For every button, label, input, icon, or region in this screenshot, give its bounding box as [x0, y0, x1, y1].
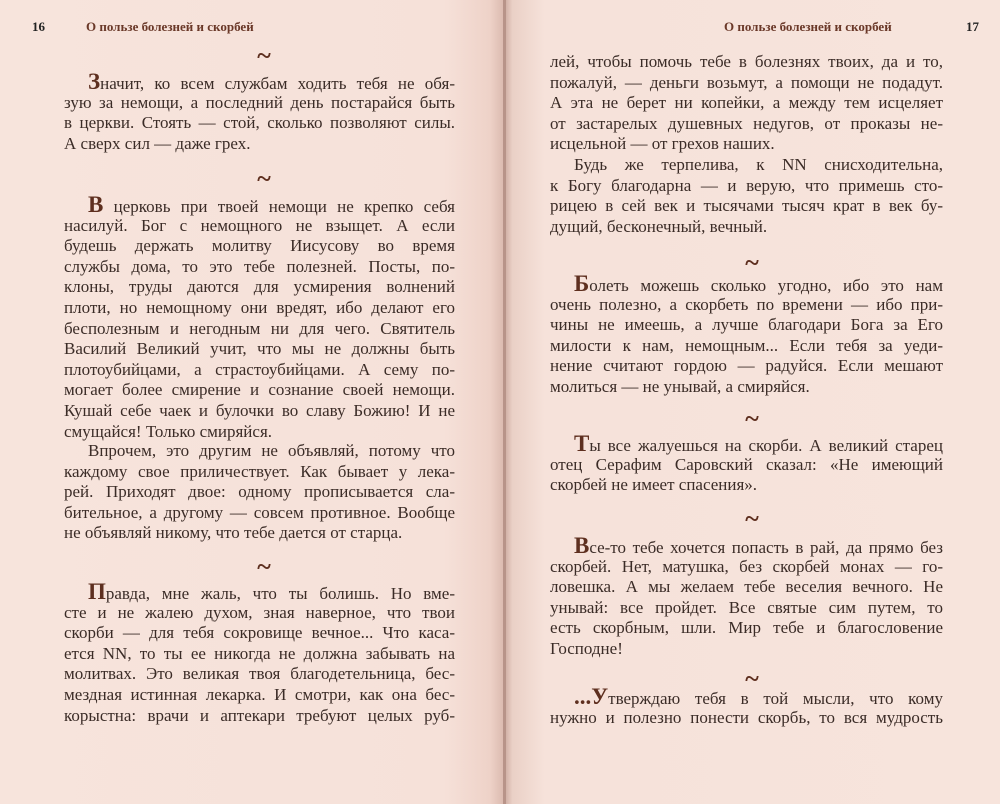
text-line [64, 298, 455, 319]
line-text: А сверх сил — даже грех. [64, 133, 251, 153]
line-text: ловешка. А мы желаем тебе веселия вечного. Не [550, 577, 943, 597]
line-text: Господне! [550, 638, 623, 658]
text-line [550, 155, 943, 176]
line-text: корыстна: врачи и аптекари требуют целых руб- [64, 705, 455, 725]
text-line [550, 315, 943, 336]
paragraph [64, 441, 455, 544]
line-text: Кушай себе чаек и булочки во славу Божию! И не [64, 400, 455, 420]
text-line [550, 598, 943, 619]
text-line [64, 706, 455, 727]
text-line [550, 639, 943, 660]
text-line [64, 113, 455, 134]
line-text: нение считают гордою — радуйся. Если мешают [550, 356, 943, 376]
line-text: мездная истинная лекарка. И смотри, как она бес- [64, 684, 455, 704]
drop-cap: З [88, 69, 101, 94]
line-text: равда, мне жаль, что ты болишь. Но вме- [105, 584, 455, 603]
text-line [64, 93, 455, 114]
text-line [64, 441, 455, 462]
line-text: плотоубийцами, а страстоубийцами. А сему по- [64, 359, 455, 379]
line-text: се-то тебе хочется попасть в рай, да прямо без [589, 538, 943, 557]
line-text: насилуй. Бог с немощного не взыщет. А если [64, 215, 455, 235]
line-text: от застарелых душевных недугов, от проказы не- [550, 113, 943, 133]
text-line [550, 533, 943, 558]
line-text: рицею в сей век и тысячами тысяч крат в век бу- [550, 196, 943, 216]
line-text: тверждаю тебя в той мысли, что кому [608, 689, 943, 708]
line-text: Впрочем, это другим не объявляй, потому что [88, 441, 455, 460]
text-line [64, 134, 455, 155]
line-text: Василий Великий учит, что мы не должны быть [64, 339, 455, 359]
text-line [550, 377, 943, 398]
text-line [550, 295, 943, 316]
text-line [550, 176, 943, 197]
line-text: будешь держать молитву Иисусову во время [64, 236, 455, 256]
section-separator: ~ [745, 664, 759, 693]
text-line [550, 52, 943, 73]
paragraph [550, 684, 943, 728]
text-line [550, 577, 943, 598]
page-number: 17 [966, 19, 979, 34]
paragraph [550, 533, 943, 660]
text-line [64, 360, 455, 381]
section-separator: ~ [745, 248, 759, 277]
line-text: плоти, но немощному они вредят, ибо делают его [64, 297, 455, 317]
text-line [64, 462, 455, 483]
line-text: в церкви. Стоять — стой, сколько позволяют силы. [64, 113, 455, 133]
text-line [64, 623, 455, 644]
line-text: милости к нам, немощным... Если тебя за уеди- [550, 335, 943, 355]
line-text: зую за немощи, а последний день постарайся быть [64, 92, 455, 112]
line-text: не объявляй никому, что тебе дается от старца. [64, 523, 403, 543]
line-text: чины не имеешь, а лучше благодари Бога за Его [550, 315, 943, 335]
right-page [505, 0, 1000, 804]
line-text: скорбей. Нет, матушка, без скорбей монах — го- [550, 556, 943, 576]
text-line [550, 114, 943, 135]
text-line [64, 664, 455, 685]
line-text: молитвах. Это великая твоя благодетельница, бес- [64, 664, 455, 684]
text-line [550, 455, 943, 476]
paragraph [64, 192, 455, 442]
text-line [64, 685, 455, 706]
text-line [550, 475, 943, 496]
line-text: к Богу благодарна — и верую, что примешь сто- [550, 175, 943, 195]
text-line [64, 192, 455, 217]
section-separator: ~ [257, 552, 271, 581]
line-text: отец Серафим Саровский сказал: «Не имеющий [550, 454, 943, 474]
drop-cap: В [88, 192, 104, 217]
line-text: молиться — не унывай, а смиряйся. [550, 376, 810, 396]
text-line [550, 73, 943, 94]
text-line [64, 69, 455, 94]
text-line [550, 134, 943, 155]
line-text: клоны, труды даются для усмирения волнений [64, 277, 455, 297]
running-header: О пользе болезней и скорбей [86, 19, 254, 34]
text-line [64, 482, 455, 503]
line-text: пожалуй, — деньги возьмут, а помощи не подадут. [550, 72, 943, 92]
paragraph [64, 579, 455, 726]
text-line [64, 319, 455, 340]
drop-cap: Б [574, 271, 590, 296]
line-text: скорби — для тебя сокровище вечное... Что каса- [64, 623, 455, 643]
section-separator: ~ [257, 41, 271, 70]
line-text: рей. Приходят двое: одному прописывается сла- [64, 482, 455, 502]
line-text: нужно и полезно понести скорбь, то вся мудрость [550, 707, 943, 727]
line-text: могает более смирение и сознание своей немощи. [64, 380, 455, 400]
paragraph [64, 69, 455, 154]
text-line [550, 557, 943, 578]
text-line [550, 217, 943, 238]
text-line [64, 380, 455, 401]
line-text: службы дома, то это тебе полезней. Посты, по- [64, 256, 455, 276]
line-text: каждому свое приличествует. Как бывает у лека- [64, 461, 455, 481]
line-text: сте и не жалею духом, зная наверное, что твои [64, 602, 455, 622]
line-text: А эта не берет ни копейки, а между тем исцеляет [550, 93, 943, 113]
section-separator: ~ [257, 164, 271, 193]
line-text: исцельной — от грехов наших. [550, 134, 775, 154]
book-gutter [503, 0, 506, 804]
text-line [64, 236, 455, 257]
line-text: бесполезным и негодным ни для чего. Святитель [64, 318, 455, 338]
text-line [550, 196, 943, 217]
line-text: олеть можешь сколько угодно, ибо это нам [589, 276, 943, 295]
line-text: дущий, бесконечный, вечный. [550, 216, 768, 236]
text-line [550, 93, 943, 114]
line-text: ы все жалуешься на скорби. А великий старец [589, 436, 943, 455]
paragraph [550, 52, 943, 155]
text-line [550, 684, 943, 709]
line-text: бительное, а другому — совсем противное. Вообще [64, 502, 455, 522]
line-text: скорбей не имеет спасения». [550, 475, 758, 495]
text-line [64, 401, 455, 422]
page-number: 16 [32, 19, 45, 34]
text-line [64, 603, 455, 624]
text-line [64, 422, 455, 443]
line-text: лей, чтобы помочь тебе в болезнях твоих, да и то, [550, 52, 943, 71]
section-separator: ~ [745, 404, 759, 433]
paragraph [550, 155, 943, 237]
text-line [64, 339, 455, 360]
running-header: О пользе болезней и скорбей [724, 19, 892, 34]
text-line [550, 271, 943, 296]
text-line [64, 579, 455, 604]
line-text: смущайся! Только смиряйся. [64, 421, 273, 441]
text-line [550, 618, 943, 639]
line-text: есть скорбным, шли. Мир тебе и благословение [550, 618, 943, 638]
drop-cap: Т [574, 431, 590, 456]
line-text: унывай: все пройдет. Все святые сим путем, то [550, 597, 943, 617]
drop-cap: П [88, 579, 106, 604]
section-separator: ~ [745, 504, 759, 533]
line-text: Будь же терпелива, к NN снисходительна, [574, 155, 943, 174]
line-text: ется NN, то ты ее никогда не должна забывать на [64, 643, 455, 663]
text-line [550, 336, 943, 357]
line-text: очень полезно, а скорбеть по времени — ибо при- [550, 294, 943, 314]
text-line [550, 356, 943, 377]
paragraph [550, 431, 943, 496]
text-line [550, 708, 943, 729]
text-line [64, 257, 455, 278]
text-line [64, 503, 455, 524]
drop-cap: В [574, 533, 590, 558]
text-line [64, 644, 455, 665]
text-line [550, 431, 943, 456]
text-line [64, 216, 455, 237]
text-line [64, 523, 455, 544]
drop-cap: ...У [574, 684, 609, 709]
paragraph [550, 271, 943, 398]
line-text: начит, ко всем службам ходить тебя не обя- [100, 74, 455, 93]
line-text: церковь при твоей немощи не крепко себя [103, 197, 455, 216]
text-line [64, 277, 455, 298]
